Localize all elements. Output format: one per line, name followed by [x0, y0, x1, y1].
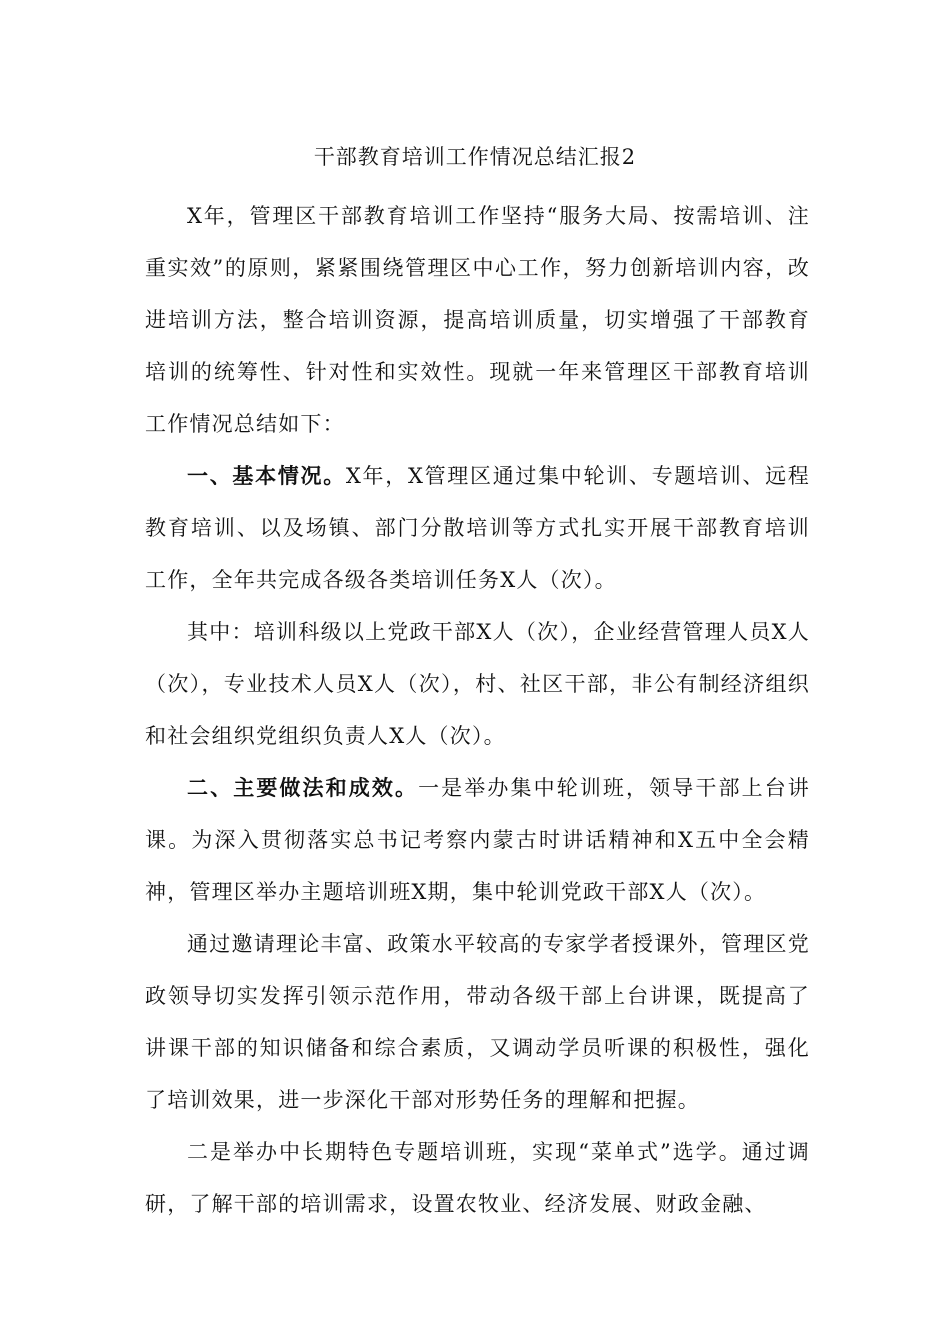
- paragraph-special-training: [145, 1126, 810, 1230]
- paragraph-basic-situation: [145, 450, 810, 606]
- paragraph-intro: [145, 190, 810, 450]
- paragraph-text: X年，管理区干部教育培训工作坚持“服务大局、按需培训、注重实效”的原则，紧紧围绕管理区中心工作，努力创新培训内容，改进培训方法，整合培训资源，提高培训质量，切实增强了干部教育培训的统筹性、针对性和实效性。现就一年来管理区干部教育培训工作情况总结如下：: [145, 204, 810, 436]
- paragraph-text: 二是举办中长期特色专题培训班，实现“菜单式”选学。通过调研，了解干部的培训需求，设置农牧业、经济发展、财政金融、: [145, 1140, 810, 1216]
- paragraph-text: 通过邀请理论丰富、政策水平较高的专家学者授课外，管理区党政领导切实发挥引领示范作用，带动各级干部上台讲课，既提高了讲课干部的知识储备和综合素质，又调动学员听课的积极性，强化了培训效果，进一步深化干部对形势任务的理解和把握。: [145, 932, 810, 1112]
- paragraph-main-practices: [145, 762, 810, 918]
- paragraph-expert-lectures: [145, 918, 810, 1126]
- paragraph-text: 一是举办集中轮训班，领导干部上台讲课。为深入贯彻落实总书记考察内蒙古时讲话精神和X五中全会精神，管理区举办主题培训班X期，集中轮训党政干部X人（次）。: [145, 776, 810, 904]
- document-title: 干部教育培训工作情况总结汇报2: [313, 145, 637, 169]
- paragraph-training-breakdown: [145, 606, 810, 762]
- paragraph-lead: 二、主要做法和成效。: [187, 775, 419, 800]
- paragraph-lead: 一、基本情况。: [187, 463, 346, 488]
- paragraph-text: X年，X管理区通过集中轮训、专题培训、远程教育培训、以及场镇、部门分散培训等方式扎实开展干部教育培训工作，全年共完成各级各类培训任务X人（次）。: [145, 464, 810, 592]
- document-body: [145, 190, 810, 1230]
- paragraph-text: 其中：培训科级以上党政干部X人（次），企业经营管理人员X人（次），专业技术人员X人（次），村、社区干部，非公有制经济组织和社会组织党组织负责人X人（次）。: [145, 620, 810, 748]
